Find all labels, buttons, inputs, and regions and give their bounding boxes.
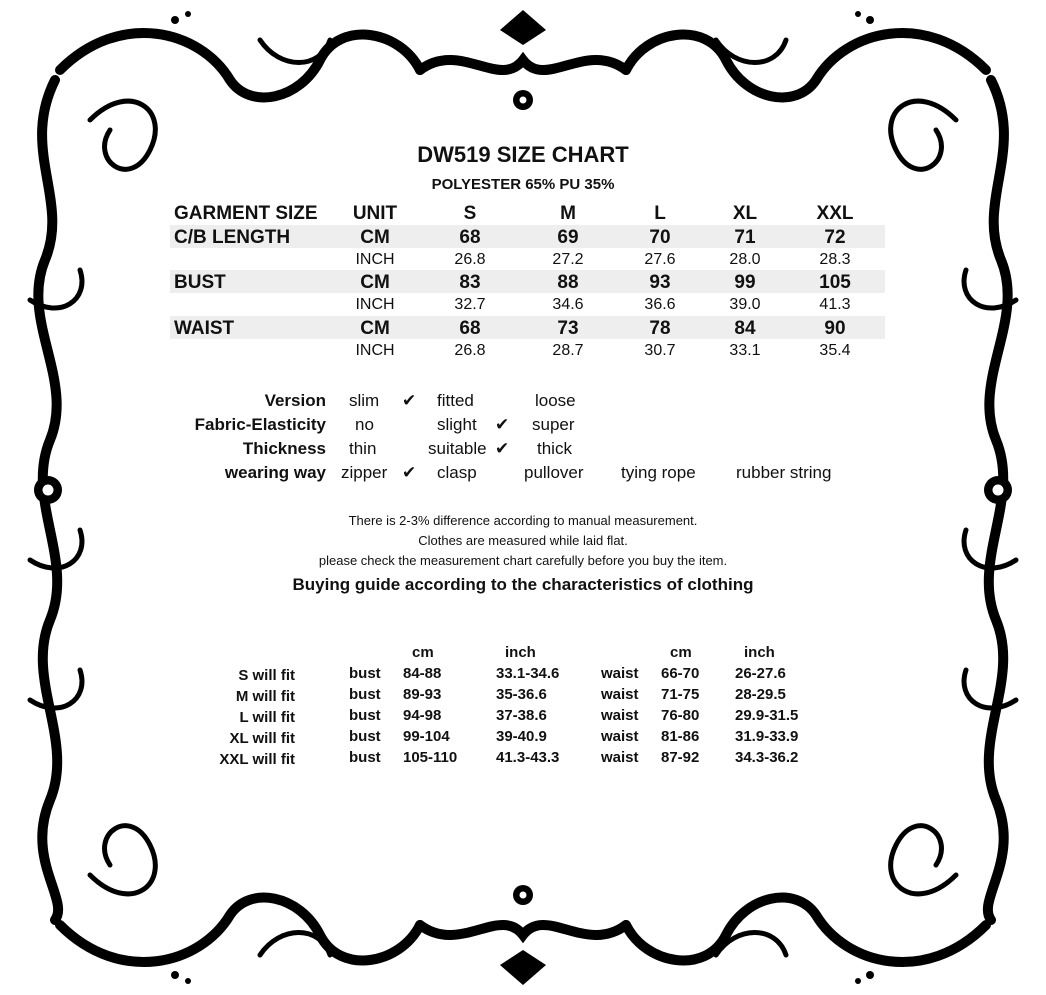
guide-waist-inch: 29.9-31.5 <box>735 707 799 724</box>
cell-value: 88 <box>557 272 579 293</box>
unit-inch: INCH <box>355 251 395 268</box>
cell-value: 71 <box>734 227 756 248</box>
guide-bust-cm: 84-88 <box>403 665 442 682</box>
col-header-waist-cm: cm <box>670 644 692 661</box>
guide-waist-label: waist <box>601 686 639 703</box>
chart-title: DW519 SIZE CHART <box>417 142 629 167</box>
guide-waist-cm: 71-75 <box>661 686 700 703</box>
cell-value: 41.3 <box>819 296 851 313</box>
option-super: super <box>532 415 575 434</box>
note-line: please check the measurement chart carefully before you buy the item. <box>318 553 728 568</box>
cell-value: 27.2 <box>552 251 584 268</box>
guide-bust-label: bust <box>349 686 381 703</box>
note-line: Clothes are measured while laid flat. <box>418 533 628 548</box>
cell-value: 32.7 <box>454 296 486 313</box>
guide-bust-inch: 33.1-34.6 <box>496 665 560 682</box>
guide-row-label: L will fit <box>239 709 295 726</box>
option-clasp: clasp <box>437 463 477 482</box>
cell-value: 28.3 <box>819 251 851 268</box>
check-icon: ✔ <box>402 391 417 410</box>
guide-bust-label: bust <box>349 749 381 766</box>
guide-waist-cm: 87-92 <box>661 749 700 766</box>
option-loose: loose <box>535 391 576 410</box>
guide-waist-cm: 66-70 <box>661 665 700 682</box>
guide-waist-label: waist <box>601 749 639 766</box>
cell-value: 34.6 <box>552 296 584 313</box>
cell-value: 73 <box>557 318 579 339</box>
cell-value: 33.1 <box>729 342 761 359</box>
cell-value: 36.6 <box>644 296 676 313</box>
cell-value: 93 <box>649 272 671 293</box>
cell-value: 68 <box>459 318 481 339</box>
unit-inch: INCH <box>355 342 395 359</box>
guide-waist-cm: 81-86 <box>661 728 700 745</box>
header-size-xxl: XXL <box>816 203 854 224</box>
guide-bust-inch: 41.3-43.3 <box>496 749 560 766</box>
cell-value: 26.8 <box>454 342 486 359</box>
header-size-m: M <box>560 203 576 224</box>
guide-bust-label: bust <box>349 665 381 682</box>
header-size-xl: XL <box>732 203 758 224</box>
row-label-bust: BUST <box>174 272 226 293</box>
option-pullover: pullover <box>524 463 584 482</box>
cell-value: 72 <box>824 227 846 248</box>
guide-bust-cm: 89-93 <box>403 686 442 703</box>
check-icon: ✔ <box>495 439 510 458</box>
cell-value: 90 <box>824 318 846 339</box>
note-line: There is 2-3% difference according to manual measurement. <box>348 513 698 528</box>
cell-value: 83 <box>459 272 481 293</box>
guide-bust-inch: 39-40.9 <box>496 728 547 745</box>
option-fitted: fitted <box>437 391 474 410</box>
attr-label-version: Version <box>264 391 326 410</box>
guide-bust-cm: 105-110 <box>403 749 458 766</box>
col-header-bust-inch: inch <box>505 644 536 661</box>
cell-value: 99 <box>734 272 756 293</box>
option-slim: slim <box>349 391 380 410</box>
check-icon: ✔ <box>495 415 510 434</box>
guide-waist-inch: 28-29.5 <box>735 686 786 703</box>
row-label-cb-length: C/B LENGTH <box>174 227 291 248</box>
header-garment-size: GARMENT SIZE <box>174 203 318 224</box>
cell-value: 26.8 <box>454 251 486 268</box>
header-size-l: L <box>654 203 666 224</box>
unit-inch: INCH <box>355 296 395 313</box>
buying-guide-title: Buying guide according to the characteristics of clothing <box>292 575 754 594</box>
attr-label-thickness: Thickness <box>242 439 326 458</box>
col-header-waist-inch: inch <box>744 644 775 661</box>
cell-value: 30.7 <box>644 342 676 359</box>
cell-value: 27.6 <box>644 251 676 268</box>
col-header-bust-cm: cm <box>412 644 434 661</box>
cell-value: 28.7 <box>552 342 584 359</box>
guide-row-label: S will fit <box>238 667 295 684</box>
cell-value: 28.0 <box>729 251 761 268</box>
header-unit: UNIT <box>352 203 398 224</box>
option-thin: thin <box>349 439 377 458</box>
header-size-s: S <box>463 203 477 224</box>
cell-value: 35.4 <box>819 342 851 359</box>
guide-bust-inch: 35-36.6 <box>496 686 547 703</box>
option-rubber-string: rubber string <box>736 463 832 482</box>
cell-value: 68 <box>459 227 481 248</box>
unit-cm: CM <box>360 318 390 339</box>
unit-cm: CM <box>360 272 390 293</box>
guide-waist-inch: 26-27.6 <box>735 665 786 682</box>
row-band <box>170 316 885 339</box>
guide-bust-inch: 37-38.6 <box>496 707 547 724</box>
check-icon: ✔ <box>402 463 417 482</box>
row-label-waist: WAIST <box>174 318 235 339</box>
guide-bust-label: bust <box>349 728 381 745</box>
option-tying-rope: tying rope <box>621 463 696 482</box>
cell-value: 84 <box>734 318 756 339</box>
attr-label-fabric-elasticity: Fabric-Elasticity <box>194 415 326 434</box>
guide-row-label: M will fit <box>235 688 295 705</box>
cell-value: 69 <box>557 227 579 248</box>
option-slight: slight <box>437 415 477 434</box>
cell-value: 78 <box>649 318 671 339</box>
material-composition: POLYESTER 65% PU 35% <box>431 176 615 193</box>
unit-cm: CM <box>360 227 390 248</box>
cell-value: 39.0 <box>729 296 761 313</box>
guide-waist-label: waist <box>601 728 639 745</box>
guide-bust-cm: 99-104 <box>403 728 450 745</box>
row-band <box>170 270 885 293</box>
guide-waist-inch: 31.9-33.9 <box>735 728 799 745</box>
guide-row-label: XL will fit <box>229 730 295 747</box>
cell-value: 70 <box>649 227 671 248</box>
option-thick: thick <box>537 439 572 458</box>
guide-waist-cm: 76-80 <box>661 707 700 724</box>
guide-bust-cm: 94-98 <box>403 707 442 724</box>
guide-row-label: XXL will fit <box>219 751 295 768</box>
guide-waist-inch: 34.3-36.2 <box>735 749 799 766</box>
option-zipper: zipper <box>341 463 388 482</box>
attr-label-wearing-way: wearing way <box>224 463 326 482</box>
option-suitable: suitable <box>428 439 487 458</box>
guide-bust-label: bust <box>349 707 381 724</box>
guide-waist-label: waist <box>601 665 639 682</box>
guide-waist-label: waist <box>601 707 639 724</box>
option-no: no <box>355 415 374 434</box>
cell-value: 105 <box>819 272 851 293</box>
